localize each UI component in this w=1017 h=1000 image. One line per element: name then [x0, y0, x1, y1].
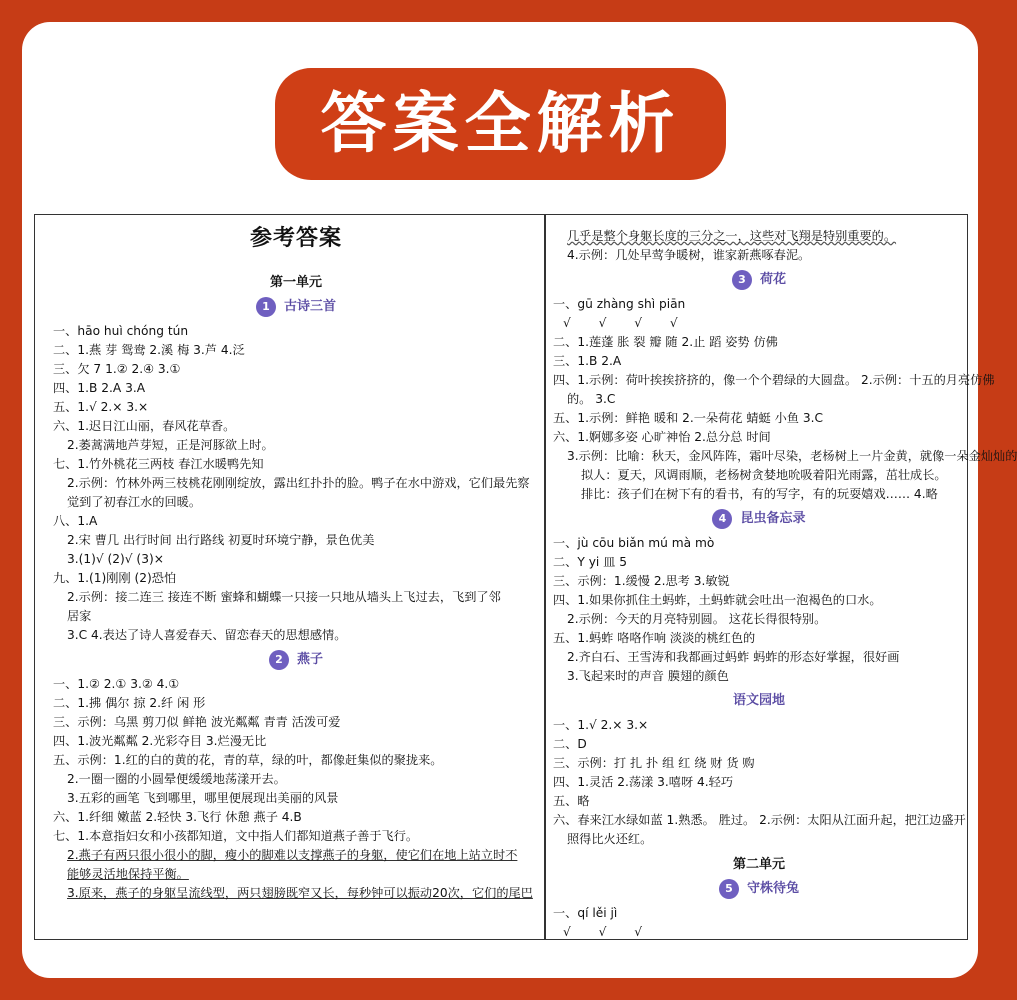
answer-line: 一、jù cōu biǎn mú mà mò	[553, 536, 715, 550]
lesson-heading	[553, 508, 965, 530]
lesson-number-badge: 3	[732, 270, 752, 290]
lesson-heading	[553, 269, 965, 291]
answer-line: √ √ √	[563, 925, 655, 939]
lesson-heading	[553, 878, 965, 900]
answer-line: 四、1.灵活 2.荡漾 3.嘻呀 4.轻巧	[553, 775, 734, 789]
answer-line: 2.示例：竹林外两三枝桃花刚刚绽放，露出红扑扑的脸。鸭子在水中游戏，它们最先察	[67, 476, 530, 490]
answer-line: 三、欠 7 1.② 2.④ 3.①	[53, 362, 181, 376]
answer-line: 五、1.蚂蚱 咯咯作响 淡淡的桃红色的	[553, 631, 756, 645]
answer-sheet	[34, 214, 1017, 940]
lesson-number-badge: 4	[712, 509, 732, 529]
answer-line: 2.示例：今天的月亮特别圆。 这花长得很特别。	[567, 612, 827, 626]
lesson-name: 燕子	[296, 652, 323, 667]
lesson-number-badge: 1	[256, 297, 276, 317]
lesson-name: 古诗三首	[283, 299, 336, 314]
answer-line: 五、示例：1.红的白的黄的花，青的草，绿的叶，都像赶集似的聚拢来。	[53, 753, 443, 767]
answer-line: 一、qí lěi jì	[553, 906, 618, 920]
answer-line: 一、gū zhàng shì piān	[553, 297, 686, 311]
answer-line: 3.飞起来时的声音 膜翅的颜色	[567, 669, 729, 683]
answer-line: 居家	[67, 609, 92, 623]
answer-line: 三、示例：1.缓慢 2.思考 3.敏锐	[553, 574, 730, 588]
answer-line: 七、1.本意指妇女和小孩都知道，文中指人们都知道燕子善于飞行。	[53, 829, 419, 843]
answer-line: 四、1.如果你抓住土蚂蚱，土蚂蚱就会吐出一泡褐色的口水。	[553, 593, 882, 607]
answer-line: 3.示例：比喻：秋天，金风阵阵，霜叶尽染，老杨树上一片金黄，就像一朵金灿灿的	[567, 449, 1017, 463]
answer-line: 二、1.拂 偶尔 掠 2.纤 闲 形	[53, 696, 206, 710]
lesson-name: 守株待兔	[746, 881, 799, 896]
answer-line: 3.C 4.表达了诗人喜爱春天、留恋春天的思想感情。	[67, 628, 347, 642]
right-column	[553, 215, 1017, 939]
answer-line: 3.原来，燕子的身躯呈流线型，两只翅膀既窄又长，每秒钟可以振动20次，它们的尾巴	[67, 886, 533, 900]
answer-line: 八、1.A	[53, 514, 98, 528]
answer-line: 二、1.燕 芽 鸳鸯 2.溪 梅 3.芦 4.泛	[53, 343, 245, 357]
answer-line: √ √ √ √	[563, 316, 690, 330]
answer-line: 的。 3.C	[567, 392, 616, 406]
answer-line: 2.一圈一圈的小圆晕便缓缓地荡漾开去。	[67, 772, 286, 786]
lesson-heading	[53, 649, 539, 671]
answer-line: 五、1.√ 2.× 3.×	[53, 400, 149, 414]
answer-line: 排比：孩子们在树下有的看书，有的写字，有的玩耍嬉戏…… 4.略	[581, 487, 938, 501]
answer-line: 照得比火还红。	[567, 832, 653, 846]
answer-line: 2.示例：接二连三 接连不断 蜜蜂和蝴蝶一只接一只地从墙头上飞过去，飞到了邻	[67, 590, 501, 604]
answer-line: 二、Y yi 皿 5	[553, 555, 627, 569]
answer-line: 四、1.波光粼粼 2.光彩夺目 3.烂漫无比	[53, 734, 267, 748]
lesson-number-badge: 2	[269, 650, 289, 670]
left-column	[53, 215, 539, 939]
answer-line: 六、1.纤细 嫩蓝 2.轻快 3.飞行 休憩 燕子 4.B	[53, 810, 302, 824]
garden-heading: 语文园地	[732, 693, 785, 708]
lesson-heading	[53, 296, 539, 318]
answer-line: 3.五彩的画笔 飞到哪里，哪里便展现出美丽的风景	[67, 791, 339, 805]
answer-line: 2.宋 曹几 出行时间 出行路线 初夏时环境宁静，景色优美	[67, 533, 375, 547]
lesson-name: 昆虫备忘录	[740, 511, 806, 526]
column-divider	[544, 215, 546, 939]
answer-line: 3.(1)√ (2)√ (3)×	[67, 552, 164, 566]
answer-line: 能够灵活地保持平衡。	[67, 867, 189, 881]
answer-line: 九、1.(1)刚刚 (2)恐怕	[53, 571, 177, 585]
answer-line: 六、1.婀娜多姿 心旷神怡 2.总分总 时间	[553, 430, 771, 444]
answer-line: 觉到了初春江水的回暖。	[67, 495, 202, 509]
answer-line: 2.萎蒿满地芦芽短，正是河豚欲上时。	[67, 438, 274, 452]
lesson-name: 荷花	[759, 272, 786, 287]
answer-line: 三、1.B 2.A	[553, 354, 622, 368]
answer-line: 四、1.示例：荷叶挨挨挤挤的，像一个个碧绿的大圆盘。 2.示例：十五的月亮仿佛	[553, 373, 995, 387]
answer-line: 拟人：夏天，风调雨顺，老杨树贪婪地吮吸着阳光雨露，茁壮成长。	[581, 468, 947, 482]
answer-line: 三、示例：打 扎 扑 组 红 绕 财 货 购	[553, 756, 755, 770]
answer-line: 几乎是整个身躯长度的三分之一，这些对飞翔是特别重要的。	[567, 229, 897, 243]
unit-heading: 第一单元	[269, 275, 322, 290]
answer-line: 4.示例：几处早莺争暖树，谁家新燕啄春泥。	[567, 248, 811, 262]
answer-line: 四、1.B 2.A 3.A	[53, 381, 146, 395]
answer-line: 一、hāo huì chóng tún	[53, 324, 189, 338]
lesson-number-badge: 5	[719, 879, 739, 899]
banner-title: 答案全解析	[275, 68, 726, 180]
answer-line: 五、1.示例：鲜艳 暖和 2.一朵荷花 蜻蜓 小鱼 3.C	[553, 411, 823, 425]
answer-line: 五、略	[553, 794, 590, 808]
answer-line: 六、春来江水绿如蓝 1.熟悉。 胜过。 2.示例：太阳从江面升起，把江边盛开	[553, 813, 966, 827]
answer-line: 二、1.莲蓬 胀 裂 瓣 随 2.止 蹈 姿势 仿佛	[553, 335, 778, 349]
answer-line: 一、1.√ 2.× 3.×	[553, 718, 649, 732]
answer-line: 七、1.竹外桃花三两枝 春江水暖鸭先知	[53, 457, 264, 471]
answer-line: 六、1.迟日江山丽，春风花草香。	[53, 419, 236, 433]
answer-line: 2.齐白石、王雪涛和我都画过蚂蚱 蚂蚱的形态好掌握，很好画	[567, 650, 900, 664]
answer-line: 三、示例：乌黑 剪刀似 鲜艳 波光粼粼 青青 活泼可爱	[53, 715, 341, 729]
answer-title: 参考答案	[249, 226, 342, 251]
answer-line: 二、D	[553, 737, 587, 751]
answer-line: 2.燕子有两只很小很小的脚，瘦小的脚难以支撑燕子的身躯，使它们在地上站立时不	[67, 848, 518, 862]
answer-line: 一、1.② 2.① 3.② 4.①	[53, 677, 180, 691]
unit-heading: 第二单元	[732, 857, 785, 872]
